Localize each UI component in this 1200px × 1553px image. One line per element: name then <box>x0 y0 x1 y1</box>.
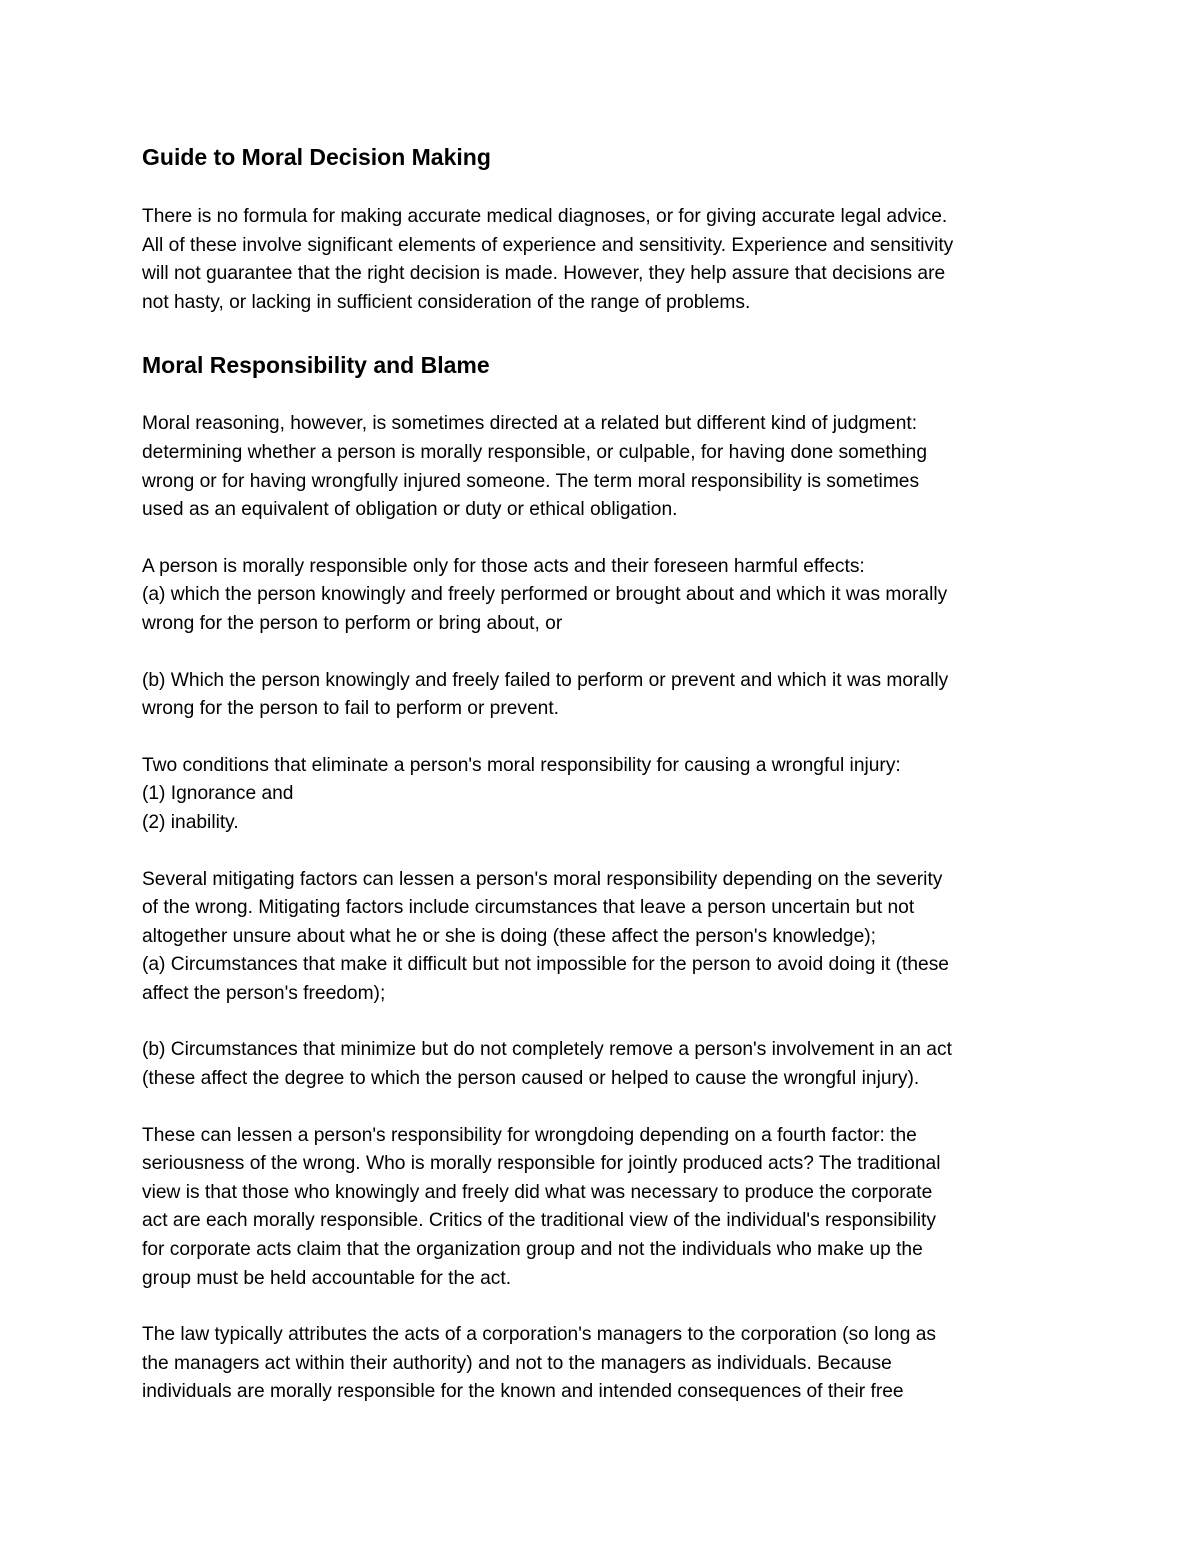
text-line: A person is morally responsible only for those acts and their foreseen harmful effects: <box>142 555 865 577</box>
text-line: used as an equivalent of obligation or duty or ethical obligation. <box>142 499 678 521</box>
document-title: Guide to Moral Decision Making <box>142 144 491 170</box>
paragraph-involvement <box>142 1036 1072 1093</box>
intro-paragraph <box>142 203 1072 317</box>
text-line: not hasty, or lacking in sufficient consideration of the range of problems. <box>142 291 751 313</box>
text-line: (b) Which the person knowingly and freely failed to perform or prevent and which it was morally <box>142 669 949 691</box>
paragraph-joint-acts <box>142 1122 1072 1294</box>
paragraph-moral-reasoning <box>142 410 1072 524</box>
paragraph-conditions <box>142 752 1072 838</box>
text-line: (2) inability. <box>142 811 239 833</box>
text-line: (a) Circumstances that make it difficult but not impossible for the person to avoid doing it (these <box>142 954 949 976</box>
text-line: (1) Ignorance and <box>142 783 294 805</box>
text-line: wrong or for having wrongfully injured someone. The term moral responsibility is sometimes <box>142 470 920 492</box>
text-line: Two conditions that eliminate a person's moral responsibility for causing a wrongful injury: <box>142 754 901 776</box>
text-line: wrong for the person to perform or bring about, or <box>142 612 563 634</box>
text-line: act are each morally responsible. Critics of the traditional view of the individual's responsibility <box>142 1210 936 1232</box>
text-line: The law typically attributes the acts of a corporation's managers to the corporation (so long as <box>142 1324 936 1346</box>
text-line: All of these involve significant elements of experience and sensitivity. Experience and sensitivity <box>142 234 954 256</box>
text-line: individuals are morally responsible for the known and intended consequences of their free <box>142 1381 904 1403</box>
text-line: determining whether a person is morally responsible, or culpable, for having done something <box>142 441 927 463</box>
text-line: the managers act within their authority) and not to the managers as individuals. Because <box>142 1352 892 1374</box>
text-line: affect the person's freedom); <box>142 982 386 1004</box>
paragraph-mitigating-factors <box>142 866 1072 1009</box>
text-line: of the wrong. Mitigating factors include circumstances that leave a person uncertain but not <box>142 897 915 919</box>
text-line: (these affect the degree to which the person caused or helped to cause the wrongful injury). <box>142 1068 920 1090</box>
text-line: for corporate acts claim that the organization group and not the individuals who make up the <box>142 1239 923 1261</box>
paragraph-law-corporations <box>142 1321 1072 1407</box>
text-line: view is that those who knowingly and freely did what was necessary to produce the corporate <box>142 1181 933 1203</box>
paragraph-responsible-acts <box>142 553 1072 639</box>
document-body <box>142 140 1072 1407</box>
text-line: seriousness of the wrong. Who is morally responsible for jointly produced acts? The traditional <box>142 1153 941 1175</box>
section-heading: Moral Responsibility and Blame <box>142 352 490 379</box>
text-line: will not guarantee that the right decision is made. However, they help assure that decisions are <box>142 263 946 285</box>
text-line: These can lessen a person's responsibility for wrongdoing depending on a fourth factor: the <box>142 1124 917 1146</box>
text-line: altogether unsure about what he or she is doing (these affect the person's knowledge); <box>142 925 876 947</box>
text-line: group must be held accountable for the act. <box>142 1267 512 1289</box>
text-line: wrong for the person to fail to perform or prevent. <box>142 698 560 720</box>
text-line: Moral reasoning, however, is sometimes directed at a related but different kind of judgment: <box>142 413 918 435</box>
text-line: (a) which the person knowingly and freely performed or brought about and which it was morally <box>142 584 948 606</box>
text-line: (b) Circumstances that minimize but do not completely remove a person's involvement in an act <box>142 1039 952 1061</box>
text-line: Several mitigating factors can lessen a person's moral responsibility depending on the severity <box>142 868 943 890</box>
text-line: There is no formula for making accurate medical diagnoses, or for giving accurate legal advice. <box>142 206 948 227</box>
paragraph-failed-acts <box>142 667 1072 724</box>
